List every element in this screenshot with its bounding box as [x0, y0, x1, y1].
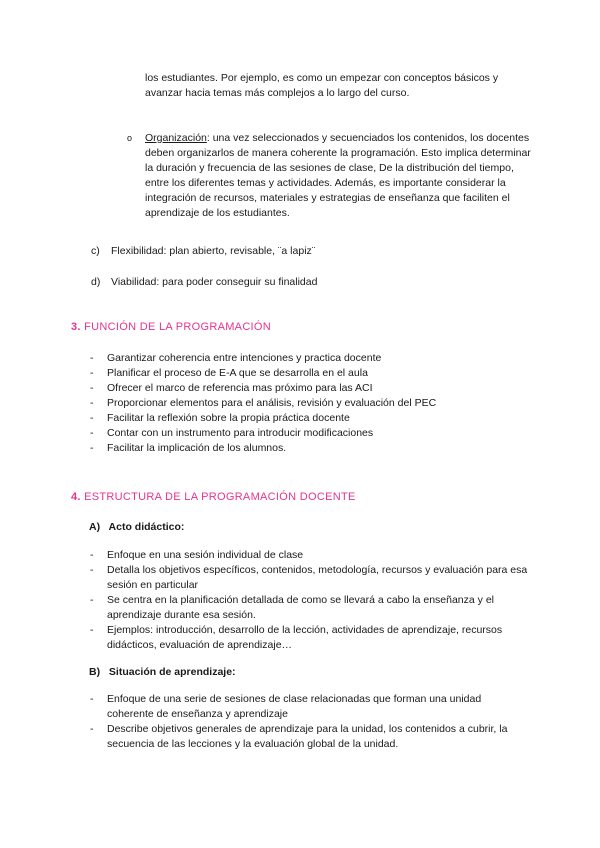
dash-bullet-icon: -: [90, 412, 94, 424]
dash-bullet-icon: -: [90, 352, 94, 364]
subsection-b-title: Situación de aprendizaje:: [108, 666, 236, 678]
organizacion-term: Organización: [145, 132, 207, 144]
continuation-paragraph: los estudiantes. Por ejemplo, es como un empezar con conceptos básicos y avanzar hacia temas más complejos a lo largo del curso.: [145, 72, 499, 99]
list-item: [90, 548, 530, 563]
dash-bullet-icon: -: [90, 367, 94, 379]
list-item: [90, 623, 530, 653]
list-item: [90, 563, 530, 593]
dash-bullet-icon: -: [90, 397, 94, 409]
list-item-text: Describe objetivos generales de aprendizaje para la unidad, los contenidos a cubrir, la secuencia de las lecciones y la evaluación global de la unidad.: [107, 723, 508, 750]
subsection-b-list: [90, 692, 530, 752]
subsection-a-heading: [89, 520, 184, 535]
list-item: [90, 692, 530, 722]
subsection-a-label: A): [89, 521, 101, 533]
list-item: [90, 396, 530, 411]
list-item-text: Ejemplos: introducción, desarrollo de la lección, actividades de aprendizaje, recursos didácticos, evaluación de aprendizaje…: [107, 624, 503, 651]
list-item: [90, 411, 530, 426]
list-item: [90, 381, 530, 396]
section-3-title: FUNCIÓN DE LA PROGRAMACIÓN: [84, 321, 272, 333]
criterion-letter: d): [91, 276, 101, 288]
subsection-b-heading: [89, 665, 236, 680]
list-item: [90, 722, 530, 752]
list-item-text: Detalla los objetivos específicos, contenidos, metodología, recursos y evaluación para esa sesión en particular: [107, 564, 528, 591]
list-item-text: Ofrecer el marco de referencia mas próximo para las ACI: [107, 382, 373, 394]
criterion-flexibilidad: Flexibilidad: plan abierto, revisable, ¨a lapiz¨: [111, 245, 316, 257]
dash-bullet-icon: -: [90, 382, 94, 394]
section-3-number: 3.: [71, 321, 81, 333]
circle-bullet-icon: o: [127, 133, 133, 143]
dash-bullet-icon: -: [90, 693, 94, 705]
list-item-text: Facilitar la implicación de los alumnos.: [107, 442, 287, 454]
list-item-text: Se centra en la planificación detallada de como se llevará a cabo la enseñanza y el aprendizaje durante esa sesión.: [107, 594, 494, 621]
criterion-letter: c): [91, 245, 100, 257]
section-4-heading: [71, 490, 356, 505]
subsection-b-label: B): [89, 666, 101, 678]
list-item: [90, 593, 530, 623]
list-item-text: Enfoque de una serie de sesiones de clase relacionadas que forman una unidad coherente de enseñanza y aprendizaje: [107, 693, 482, 720]
dash-bullet-icon: -: [90, 564, 94, 576]
list-item: [90, 426, 530, 441]
subsection-a-list: [90, 548, 530, 653]
list-item-text: Enfoque en una sesión individual de clase: [107, 549, 304, 561]
section-3-list: [90, 351, 530, 456]
list-item-text: Contar con un instrumento para introducir modificaciones: [107, 427, 374, 439]
section-4-title: ESTRUCTURA DE LA PROGRAMACIÓN DOCENTE: [84, 491, 356, 503]
section-3-heading: [71, 320, 271, 335]
list-item-text: Facilitar la reflexión sobre la propia práctica docente: [107, 412, 350, 424]
list-item: [90, 441, 530, 456]
subsection-a-title: Acto didáctico:: [108, 521, 185, 533]
section-4-number: 4.: [71, 491, 81, 503]
list-item-text: Proporcionar elementos para el análisis, revisión y evaluación del PEC: [107, 397, 437, 409]
criterion-viabilidad: Viabilidad: para poder conseguir su finalidad: [111, 276, 318, 288]
list-item-text: Planificar el proceso de E-A que se desarrolla en el aula: [107, 367, 368, 379]
dash-bullet-icon: -: [90, 442, 94, 454]
organizacion-paragraph: [145, 131, 535, 221]
dash-bullet-icon: -: [90, 594, 94, 606]
dash-bullet-icon: -: [90, 427, 94, 439]
list-item: [90, 351, 530, 366]
dash-bullet-icon: -: [90, 624, 94, 636]
list-item-text: Garantizar coherencia entre intenciones y practica docente: [107, 352, 382, 364]
dash-bullet-icon: -: [90, 549, 94, 561]
dash-bullet-icon: -: [90, 723, 94, 735]
list-item: [90, 366, 530, 381]
organizacion-text: : una vez seleccionados y secuenciados los contenidos, los docentes deben organizarlos de manera coherente la programación. Esto implica determinar la duración y frecuencia de las sesiones de clase, De la distribución del tiempo, entre los diferentes temas y actividades. Además, es importante considerar la integración de recursos, materiales y estrategias de enseñanza que faciliten el aprendizaje de los estudiantes.: [145, 132, 531, 219]
